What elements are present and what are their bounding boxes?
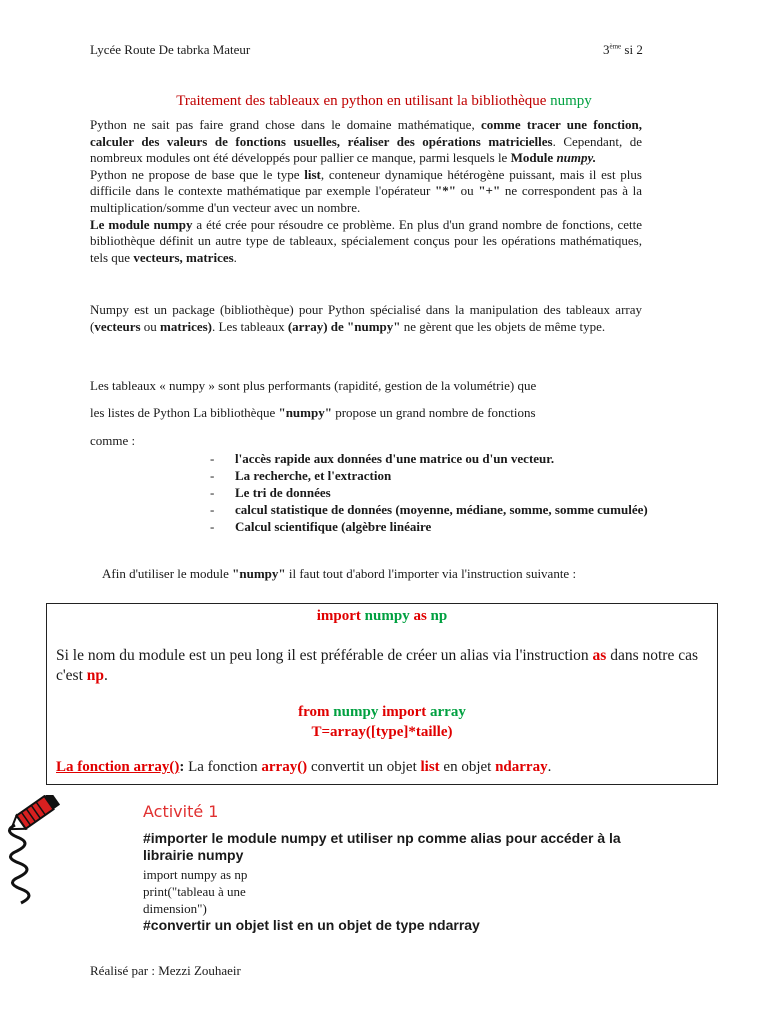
footer-author: Réalisé par : Mezzi Zouhaeir: [90, 963, 241, 978]
code-line: import numpy as np: [143, 867, 248, 882]
list-item-text: calcul statistique de données (moyenne, médiane, somme, somme cumulée): [235, 502, 648, 517]
alias-as: as: [592, 647, 607, 664]
import-statement: [47, 608, 717, 625]
list-item-text: Calcul scientifique (algèbre linéaire: [235, 519, 432, 534]
afin-text: il faut tout d'abord l'importer via l'instruction suivante :: [288, 566, 577, 581]
fn-text: :: [179, 759, 185, 775]
p2-bold: matrices): [160, 318, 213, 334]
alias-name: np: [430, 608, 448, 624]
title-lib: numpy: [550, 93, 592, 109]
list-item: - l'accès rapide aux données d'une matrice ou d'un vecteur.: [210, 451, 555, 466]
intro-bold: comme tracer une fonction, calculer des valeurs de fonctions usuelles, réaliser des opérations matricielles: [90, 117, 642, 149]
alias-text: .: [104, 667, 108, 684]
alias-text: Si le nom du module est un peu long il est préférable de créer un alias via l'instruction: [56, 647, 589, 664]
code-line: dimension"): [143, 901, 207, 916]
fn-array: array(): [261, 759, 308, 775]
class-rest: si 2: [624, 42, 643, 57]
functions-list: [210, 450, 670, 535]
list-item-text: l'accès rapide aux données d'une matrice ou d'un vecteur.: [235, 451, 555, 466]
fn-label: La fonction array(): [56, 759, 180, 775]
afin-text: Afin d'utiliser le module: [102, 566, 229, 581]
p2-text: ne gèrent que les objets de même type.: [403, 318, 606, 334]
code-line: print("tableau à une: [143, 884, 246, 899]
intro-bold: "+": [478, 183, 501, 199]
afin-bold: "numpy": [232, 566, 286, 581]
fn-list: list: [420, 759, 440, 775]
kw-import: import: [382, 704, 427, 720]
module-name: numpy: [333, 704, 379, 720]
alias-np: np: [86, 667, 105, 684]
import-box: [46, 603, 718, 785]
fn-text: en objet: [443, 759, 492, 775]
title-main: Traitement des tableaux en python en utilisant la bibliothèque: [176, 93, 547, 109]
list-item: - La recherche, et l'extraction: [210, 468, 392, 483]
activity-comment-2: #convertir un objet list en un objet de type ndarray: [143, 917, 480, 933]
array-name: array: [430, 704, 466, 720]
kw-from: from: [298, 704, 330, 720]
array-creation: T=array([type]*taille): [311, 724, 453, 740]
perf-line-3: comme :: [90, 433, 136, 448]
p2-bold: vecteurs: [94, 318, 141, 334]
header-school: Lycée Route De tabrka Mateur: [90, 42, 251, 57]
intro-text: . Cependant, de nombreux modules ont été développés pour pallier ce manque, parmi lesquels le: [90, 133, 642, 166]
perf-line-2: [90, 405, 536, 421]
intro-text: ou: [460, 183, 474, 199]
activity-title: Activité 1: [143, 802, 219, 821]
intro-bold: vecteurs, matrices: [133, 249, 234, 265]
list-item-text: Le tri de données: [235, 485, 331, 500]
import-intro: [102, 566, 576, 582]
list-item: - Le tri de données: [210, 485, 331, 500]
p2-bold: (array) de "numpy": [287, 318, 401, 334]
pencil-spring-icon: [5, 795, 75, 915]
p2-text: ou: [143, 318, 157, 334]
perf-text: propose un grand nombre de fonctions: [335, 405, 536, 420]
list-item: - Calcul scientifique (algèbre linéaire: [210, 519, 432, 534]
perf-line-1: Les tableaux « numpy » sont plus performants (rapidité, gestion de la volumétrie) que: [90, 378, 537, 393]
p2-text: Numpy est un package (bibliothèque) pour Python spécialisé dans la manipulation des tableaux array (: [90, 302, 642, 334]
list-item-text: La recherche, et l'extraction: [235, 468, 392, 483]
from-import-statement: [47, 704, 717, 721]
class-sup: ème: [609, 42, 622, 51]
intro-text: Python ne propose de base que le type: [90, 166, 300, 182]
intro-text: .: [233, 249, 237, 265]
perf-text: les listes de Python La bibliothèque: [90, 405, 276, 420]
list-item: - calcul statistique de données (moyenne, médiane, somme, somme cumulée): [210, 502, 648, 517]
fn-text: convertit un objet: [310, 759, 417, 775]
fn-text: .: [547, 759, 552, 775]
intro-bold: "*": [435, 183, 456, 199]
intro-text: ne correspondent pas à la multiplication/somme d'un vecteur avec un nombre.: [90, 183, 643, 215]
fn-text: La fonction: [188, 759, 258, 775]
module-name: numpy: [364, 608, 410, 624]
alias-explanation: [56, 646, 706, 686]
intro-bold: list: [304, 166, 321, 182]
fn-ndarray: ndarray: [495, 759, 548, 775]
intro-bold: Module: [510, 150, 554, 166]
perf-bold: "numpy": [278, 405, 332, 420]
page-title: [0, 93, 768, 110]
array-function-line: [56, 759, 726, 776]
alias-text: dans notre cas c'est: [56, 647, 699, 684]
numpy-paragraph: [90, 302, 642, 335]
intro-paragraph: [90, 117, 642, 266]
kw-import: import: [316, 608, 361, 624]
activity-comment-1: #importer le module numpy et utiliser np comme alias pour accéder à la librairie numpy: [143, 830, 621, 863]
intro-bold-italic: numpy.: [556, 150, 597, 166]
p2-text: . Les tableaux: [212, 318, 285, 334]
intro-text: a été crée pour résoudre ce problème. En plus d'un grand nombre de fonctions, cette bibliothèque définit un autre type de tableaux, spécialement conçus pour les opérations mathématiques, tels que: [90, 216, 643, 265]
intro-text: , conteneur dynamique hétérogène puissant, mais il est plus difficile dans le contexte mathématique par exemple l'opérateur: [90, 166, 642, 199]
intro-text: Python ne sait pas faire grand chose dans le domaine mathématique,: [90, 117, 475, 132]
intro-bold: Le module numpy: [90, 216, 193, 232]
kw-as: as: [413, 608, 427, 624]
class-num: 3: [603, 42, 610, 57]
header-class: [603, 42, 643, 58]
